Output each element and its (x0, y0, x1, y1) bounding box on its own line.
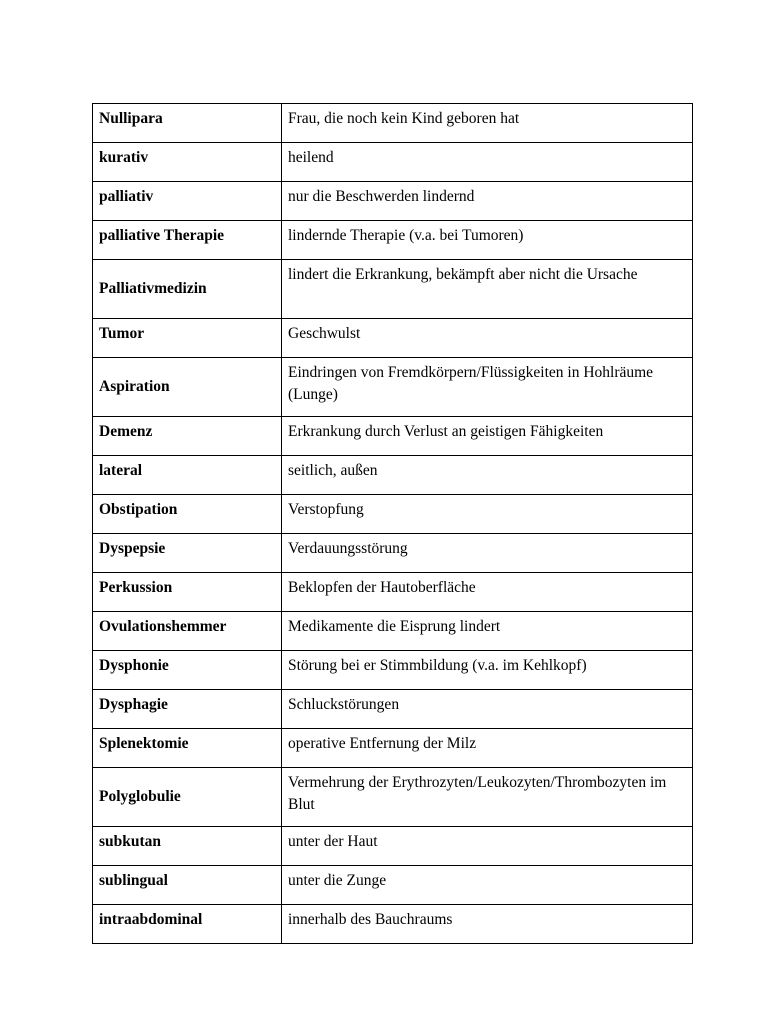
term-cell: Nullipara (93, 104, 282, 143)
table-row (93, 358, 693, 417)
glossary-table-body (93, 104, 693, 944)
definition-cell: Medikamente die Eisprung lindert (282, 612, 693, 651)
table-row (93, 495, 693, 534)
term-cell: kurativ (93, 143, 282, 182)
definition-cell: Beklopfen der Hautoberfläche (282, 573, 693, 612)
definition-cell: Schluckstörungen (282, 690, 693, 729)
table-row (93, 319, 693, 358)
table-row (93, 690, 693, 729)
definition-cell: Geschwulst (282, 319, 693, 358)
term-cell: Splenektomie (93, 729, 282, 768)
table-row (93, 104, 693, 143)
definition-cell: lindert die Erkrankung, bekämpft aber nicht die Ursache (282, 260, 693, 319)
term-cell: Tumor (93, 319, 282, 358)
term-cell: palliative Therapie (93, 221, 282, 260)
table-row (93, 651, 693, 690)
table-row (93, 768, 693, 827)
definition-cell: unter der Haut (282, 827, 693, 866)
definition-cell: heilend (282, 143, 693, 182)
term-cell: intraabdominal (93, 905, 282, 944)
table-row (93, 456, 693, 495)
definition-cell: Erkrankung durch Verlust an geistigen Fähigkeiten (282, 417, 693, 456)
definition-cell: Frau, die noch kein Kind geboren hat (282, 104, 693, 143)
definition-cell: Störung bei er Stimmbildung (v.a. im Kehlkopf) (282, 651, 693, 690)
table-row (93, 417, 693, 456)
term-cell: Palliativmedizin (93, 260, 282, 319)
definition-cell: Verdauungsstörung (282, 534, 693, 573)
term-cell: Dysphagie (93, 690, 282, 729)
term-cell: Ovulationshemmer (93, 612, 282, 651)
term-cell: Polyglobulie (93, 768, 282, 827)
definition-cell: Verstopfung (282, 495, 693, 534)
definition-cell: innerhalb des Bauchraums (282, 905, 693, 944)
term-cell: Aspiration (93, 358, 282, 417)
definition-cell: operative Entfernung der Milz (282, 729, 693, 768)
table-row (93, 260, 693, 319)
term-cell: Demenz (93, 417, 282, 456)
table-row (93, 534, 693, 573)
table-row (93, 729, 693, 768)
term-cell: subkutan (93, 827, 282, 866)
definition-cell: Eindringen von Fremdkörpern/Flüssigkeiten in Hohlräume (Lunge) (282, 358, 693, 417)
term-cell: sublingual (93, 866, 282, 905)
table-row (93, 182, 693, 221)
table-row (93, 612, 693, 651)
definition-cell: seitlich, außen (282, 456, 693, 495)
table-row (93, 573, 693, 612)
table-row (93, 905, 693, 944)
term-cell: lateral (93, 456, 282, 495)
table-row (93, 143, 693, 182)
definition-cell: Vermehrung der Erythrozyten/Leukozyten/Thrombozyten im Blut (282, 768, 693, 827)
definition-cell: nur die Beschwerden lindernd (282, 182, 693, 221)
term-cell: Dysphonie (93, 651, 282, 690)
term-cell: Obstipation (93, 495, 282, 534)
table-row (93, 827, 693, 866)
table-row (93, 866, 693, 905)
term-cell: palliativ (93, 182, 282, 221)
term-cell: Dyspepsie (93, 534, 282, 573)
definition-cell: unter die Zunge (282, 866, 693, 905)
definition-cell: lindernde Therapie (v.a. bei Tumoren) (282, 221, 693, 260)
term-cell: Perkussion (93, 573, 282, 612)
table-row (93, 221, 693, 260)
glossary-table (92, 103, 693, 944)
